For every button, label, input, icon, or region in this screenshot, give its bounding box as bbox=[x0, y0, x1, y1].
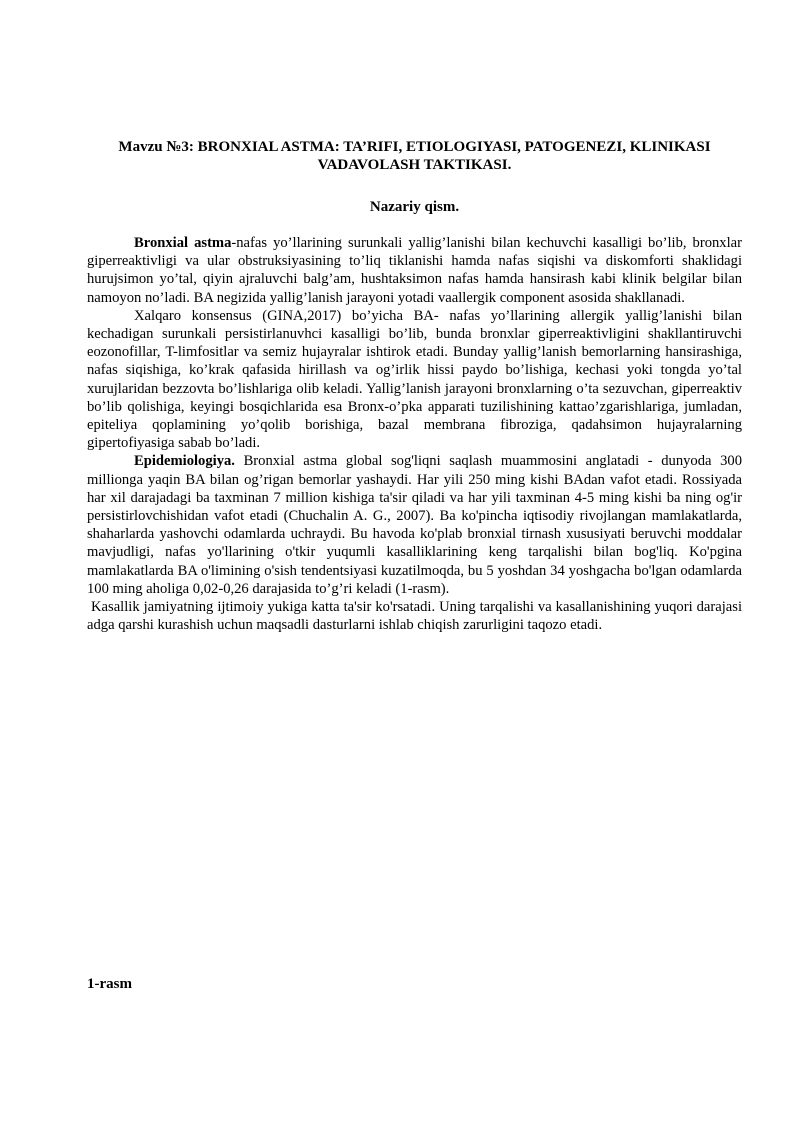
paragraph-social-burden bbox=[87, 598, 742, 634]
paragraph-gina bbox=[87, 307, 742, 453]
paragraph-text: Bronxial astma global sog'liqni saqlash muammosini anglatadi - dunyoda 300 millionga yaqin BA bilan og’rigan bemorlar yashaydi. Har yili 250 ming kishi BAdan vafot etadi. Rossiyada har xil darajadagi ba taxminan 7 million kishiga ta'sir qiladi va har yili taxminan 4-5 ming kishi ba ning og'ir persistirlovchishidan vafot etadi (Chuchalin A. G., 2007). Ba ko'pincha iqtisodiy rivojlangan mamlakatlarda, shaharlarda yashovchi odamlarda uchraydi. Bu havoda ko'plab bronxial tirnash xususiyati beruvchi moddalar mavjudligi, nafas yo'llarining o'tkir yuqumli kasalliklarining keng tarqalishi bilan bog'liq. Ko'pgina mamlakatlarda BA o'limining o'sish tendentsiyasi kuzatilmoqda, bu 5 yoshdan 34 yoshgacha bo'lgan odamlarda 100 ming aholiga 0,02-0,26 darajasida to’g’ri keladi (1-rasm). bbox=[87, 453, 742, 597]
paragraph-epidemiology bbox=[87, 452, 742, 598]
paragraph-definition bbox=[87, 234, 742, 307]
paragraph-text: Xalqaro konsensus (GINA,2017) bo’yicha BA- nafas yo’llarining allergik yallig’lanishi bilan kechadigan surunkali persistirlanuvhci kasalligi bo’lib, bunda bronxlar giperreaktivligini shakllantiruvchi eozonofillar, T-limfositlar va semiz hujayralar ishtirok etadi. Bunday yallig’lanish bemorlarning hansirashiga, nafas siqishiga, ko’krak qafasida hirillash va og’irlik hissi paydo bo’lishiga, kechasi yoki tongda yo’tal xurujlaridan bezzovta bo’lishlariga olib keladi. Yallig’lanish jarayoni bronxlarning o’ta sezuvchan, giperreaktiv bo’lib qolishiga, keyingi bosqichlarida esa Bronx-o’pka apparati tuzilishining kattao’zgarishlariga, jumladan, epiteliya qoplamining yo’qolib borishiga, bazal membrana fibroziga, qadahsimon hujayralarning gipertofiyasiga sabab bo’ladi. bbox=[87, 307, 742, 452]
section-subtitle: Nazariy qism. bbox=[369, 199, 460, 215]
term-bronxial-astma: Bronxial astma bbox=[134, 235, 232, 251]
figure-caption: 1-rasm bbox=[87, 976, 132, 992]
paragraph-text: -nafas yo’llarining surunkali yallig’lanishi bilan kechuvchi kasalligi bo’lib, bronxlar giperreaktivligi va ular obstruksiyasining to’liq tiklanishi hamda nafas siqishi va diskomforti shaklidagi hurujsimon yo’tal, qiyin ajraluvchi balg’am, hushtaksimon nafas hamda hansirash kabi klinik belgilar bilan namoyon no’ladi. BA negizida yallig’lanish jarayoni yotadi vaallergik component asosida shakllanadi. bbox=[87, 235, 742, 306]
document-title: Mavzu №3: BRONXIAL ASTMA: TA’RIFI, ETIOLOGIYASI, PATOGENEZI, KLINIKASI VADAVOLASH TAKTIKASI. bbox=[118, 139, 711, 173]
heading-epidemiologiya: Epidemiologiya. bbox=[134, 453, 235, 470]
document-page bbox=[87, 138, 742, 634]
paragraph-text: Kasallik jamiyatning ijtimoiy yukiga katta ta'sir ko'rsatadi. Uning tarqalishi va kasallanishining yuqori darajasi adga qarshi kurashish uchun maqsadli dasturlarni ishlab chiqish zarurligini taqozo etadi. bbox=[87, 599, 742, 634]
document-body bbox=[87, 234, 742, 634]
